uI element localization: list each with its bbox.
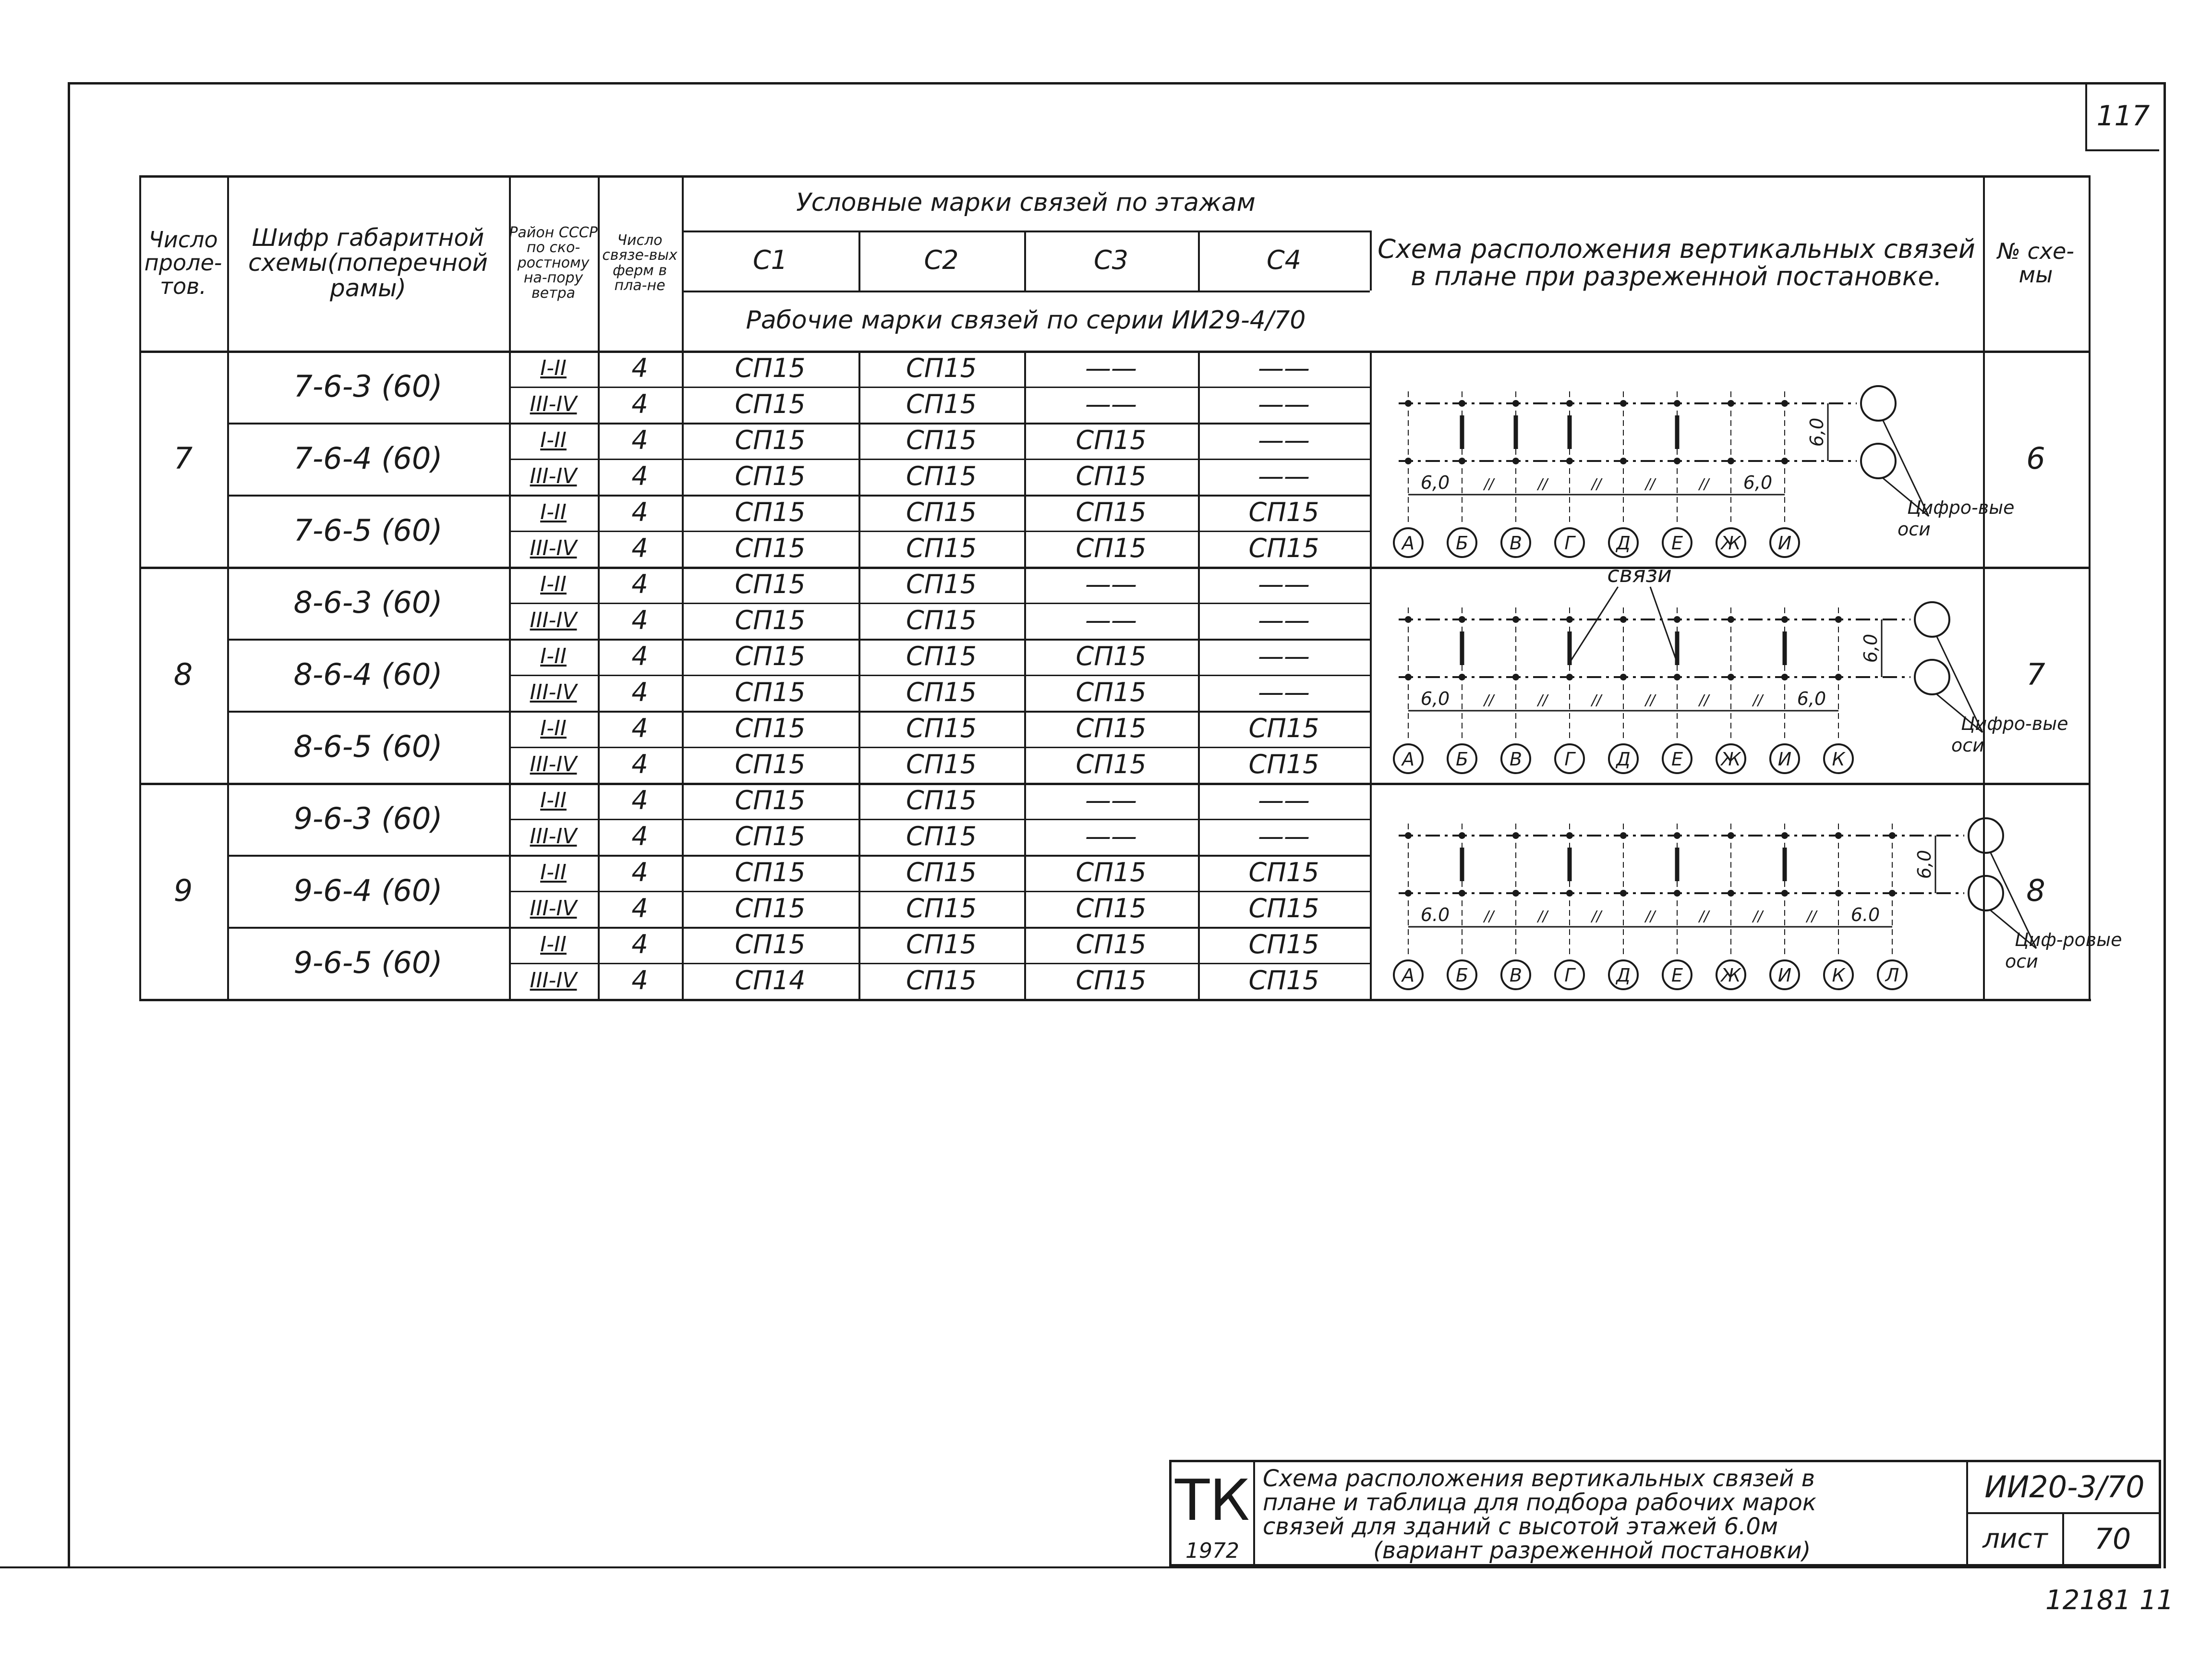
column-node: [1781, 832, 1788, 839]
mark-c1: СП15: [735, 425, 806, 456]
row-axis-bubble: [1915, 602, 1949, 637]
mark-c3: СП15: [1076, 677, 1147, 708]
mark-c3: СП15: [1076, 497, 1147, 528]
truss-count: 4: [631, 965, 648, 996]
mark-c2: СП15: [906, 569, 977, 600]
column-node: [1728, 674, 1734, 680]
column-node: [1620, 400, 1627, 407]
mark-c4: ——: [1258, 821, 1310, 852]
header-c1: С1: [752, 245, 788, 276]
mark-c3: СП15: [1076, 713, 1147, 744]
mark-c1: СП14: [735, 965, 806, 996]
frame-cipher: 9-6-4 (60): [293, 873, 443, 909]
mark-c4: СП15: [1248, 497, 1319, 528]
axis-letter: А: [1402, 749, 1414, 770]
axis-letter: Ж: [1721, 965, 1741, 986]
mark-c2: СП15: [906, 605, 977, 636]
wind-region: I-II: [540, 716, 567, 741]
wind-region: III-IV: [530, 392, 577, 417]
axis-letter: Е: [1671, 749, 1683, 770]
frame-cipher: 8-6-3 (60): [293, 585, 443, 620]
wind-region: I-II: [540, 644, 567, 669]
mark-c3: СП15: [1076, 425, 1147, 456]
column-node: [1405, 458, 1412, 464]
column-node: [1889, 890, 1896, 897]
column-node: [1835, 890, 1842, 897]
mark-c1: СП15: [735, 713, 806, 744]
scheme-number: 7: [2026, 657, 2045, 692]
mark-c2: СП15: [906, 425, 977, 456]
mark-c2: СП15: [906, 677, 977, 708]
mark-c1: СП15: [735, 641, 806, 672]
mark-c4: СП15: [1248, 857, 1319, 888]
axis-letter: Б: [1455, 749, 1469, 770]
mark-c4: СП15: [1248, 893, 1319, 924]
mark-c2: СП15: [906, 893, 977, 924]
header-cipher: Шифр габаритной схемы(поперечной рамы): [248, 223, 488, 302]
column-node: [1566, 458, 1573, 464]
header-conditional-marks: Условные марки связей по этажам: [796, 188, 1256, 218]
bay-dimension: //: [1699, 476, 1709, 493]
axis-letter: Е: [1671, 965, 1683, 986]
column-node: [1405, 400, 1412, 407]
description-line-4: (вариант разреженной постановки): [1373, 1537, 1811, 1564]
mark-c1: СП15: [735, 677, 806, 708]
mark-c2: СП15: [906, 533, 977, 564]
axis-letter: Б: [1455, 533, 1469, 554]
axis-letter: И: [1777, 965, 1792, 986]
column-node: [1512, 832, 1519, 839]
column-node: [1512, 400, 1519, 407]
mark-c1: СП15: [735, 569, 806, 600]
bay-dimension: //: [1484, 476, 1494, 493]
mark-c4: ——: [1258, 641, 1310, 672]
bay-dimension: //: [1806, 908, 1817, 925]
mark-c2: СП15: [906, 641, 977, 672]
mark-c3: СП15: [1076, 857, 1147, 888]
bracing-plan-scheme: [1370, 351, 2015, 567]
axis-letter: К: [1832, 965, 1845, 986]
series-code: ИИ20-3/70: [1984, 1469, 2145, 1505]
spans-count: 9: [173, 873, 193, 909]
mark-c3: СП15: [1076, 533, 1147, 564]
bay-dimension: //: [1537, 476, 1548, 493]
sheet-label: лист: [1982, 1523, 2048, 1554]
axis-letter: К: [1832, 749, 1845, 770]
axis-letter: Е: [1671, 533, 1683, 554]
axis-letter: Л: [1885, 965, 1899, 986]
truss-count: 4: [631, 785, 648, 816]
truss-count: 4: [631, 497, 648, 528]
column-node: [1728, 400, 1734, 407]
mark-c1: СП15: [735, 893, 806, 924]
column-node: [1512, 674, 1519, 680]
mark-c4: ——: [1258, 677, 1310, 708]
bay-dimension: 6.0: [1850, 904, 1880, 925]
mark-c4: ——: [1258, 425, 1310, 456]
mark-c2: СП15: [906, 749, 977, 780]
axis-letter: Г: [1564, 749, 1575, 770]
truss-count: 4: [631, 641, 648, 672]
column-node: [1835, 674, 1842, 680]
axis-note-line-2: оси: [1898, 519, 1931, 540]
description-line-1: Схема расположения вертикальных связей в: [1263, 1465, 1815, 1492]
axis-letter: А: [1402, 533, 1414, 554]
axis-letter: В: [1509, 533, 1523, 554]
mark-c4: СП15: [1248, 965, 1319, 996]
mark-c4: СП15: [1248, 713, 1319, 744]
column-node: [1405, 832, 1412, 839]
frame-cipher: 7-6-5 (60): [293, 513, 443, 548]
mark-c1: СП15: [735, 533, 806, 564]
column-node: [1620, 674, 1627, 680]
header-scheme-no: № схе-мы: [1997, 238, 2074, 288]
column-node: [1566, 832, 1573, 839]
bay-dimension: //: [1645, 476, 1656, 493]
mark-c3: ——: [1085, 785, 1137, 816]
side-dimension: 6,0: [1914, 849, 1935, 879]
truss-count: 4: [631, 353, 648, 384]
description-line-2: плане и таблица для подбора рабочих марок: [1263, 1489, 1816, 1516]
column-node: [1781, 674, 1788, 680]
row-axis-bubble: [1861, 444, 1896, 478]
axis-letter: Б: [1455, 965, 1469, 986]
truss-count: 4: [631, 389, 648, 420]
wind-region: III-IV: [530, 464, 577, 489]
truss-count: 4: [631, 605, 648, 636]
wind-region: III-IV: [530, 824, 577, 849]
column-node: [1459, 400, 1465, 407]
bay-dimension: 6,0: [1797, 688, 1826, 709]
column-node: [1459, 458, 1465, 464]
mark-c2: СП15: [906, 965, 977, 996]
mark-c1: СП15: [735, 821, 806, 852]
row-axis-bubble: [1861, 386, 1896, 421]
mark-c2: СП15: [906, 389, 977, 420]
mark-c1: СП15: [735, 929, 806, 960]
column-node: [1674, 616, 1680, 623]
year: 1972: [1185, 1538, 1239, 1563]
mark-c1: СП15: [735, 605, 806, 636]
header-c4: С4: [1266, 245, 1302, 276]
axis-note-line-2: оси: [1951, 735, 1984, 756]
wind-region: III-IV: [530, 752, 577, 777]
mark-c3: СП15: [1076, 461, 1147, 492]
axis-letter: Ж: [1721, 749, 1741, 770]
column-node: [1566, 616, 1573, 623]
mark-c2: СП15: [906, 929, 977, 960]
column-node: [1728, 890, 1734, 897]
bay-dimension: //: [1699, 908, 1709, 925]
header-count: Число связе-вых ферм в пла-не: [602, 231, 677, 294]
axis-letter: Ж: [1721, 533, 1741, 554]
column-node: [1405, 616, 1412, 623]
header-working-marks: Рабочие марки связей по серии ИИ29-4/70: [746, 306, 1306, 335]
bottom-border: [0, 1566, 2161, 1568]
header-c2: С2: [924, 245, 959, 276]
row-axis-bubble: [1915, 660, 1949, 694]
bay-dimension: //: [1591, 908, 1602, 925]
bay-dimension: //: [1591, 476, 1602, 493]
title-block: [1169, 1460, 2161, 1566]
wind-region: I-II: [540, 500, 567, 525]
mark-c2: СП15: [906, 461, 977, 492]
wind-region: I-II: [540, 788, 567, 813]
bracing-plan-scheme: [1370, 561, 2068, 783]
axis-letter: Д: [1616, 965, 1631, 986]
column-node: [1512, 458, 1519, 464]
sheet-value: 70: [2094, 1522, 2131, 1556]
column-line: [2089, 175, 2091, 999]
column-node: [1620, 616, 1627, 623]
wind-region: I-II: [540, 428, 567, 453]
wind-region: III-IV: [530, 968, 577, 993]
side-dimension: 6,0: [1860, 633, 1881, 663]
column-node: [1620, 458, 1627, 464]
truss-count: 4: [631, 533, 648, 564]
column-node: [1674, 400, 1680, 407]
axis-note-line-1: Цифро-вые: [1907, 497, 2015, 518]
axis-letter: Г: [1564, 965, 1575, 986]
axis-note-line-1: Циф-ровые: [2015, 929, 2122, 950]
links-label: связи: [1607, 561, 1672, 587]
axis-letter: В: [1509, 749, 1523, 770]
mark-c1: СП15: [735, 749, 806, 780]
truss-count: 4: [631, 749, 648, 780]
column-node: [1835, 832, 1842, 839]
truss-count: 4: [631, 821, 648, 852]
scheme-number: 8: [2026, 873, 2045, 909]
bay-dimension: //: [1484, 908, 1494, 925]
mark-c2: СП15: [906, 713, 977, 744]
side-dimension: 6,0: [1806, 417, 1827, 447]
mark-c4: СП15: [1248, 533, 1319, 564]
org-code: ТК: [1175, 1467, 1250, 1534]
mark-c3: ——: [1085, 605, 1137, 636]
corner-note: 12181 11: [2045, 1585, 2174, 1616]
truss-count: 4: [631, 425, 648, 456]
bay-dimension: 6,0: [1420, 688, 1450, 709]
mark-c3: СП15: [1076, 893, 1147, 924]
wind-region: III-IV: [530, 896, 577, 921]
column-node: [1512, 616, 1519, 623]
description-line-3: связей для зданий с высотой этажей 6.0м: [1263, 1513, 1778, 1540]
bracing-plan-scheme: [1370, 783, 2122, 999]
column-node: [1620, 832, 1627, 839]
column-node: [1512, 890, 1519, 897]
column-node: [1674, 458, 1680, 464]
frame-cipher: 8-6-5 (60): [293, 729, 443, 764]
mark-c2: СП15: [906, 497, 977, 528]
wind-region: I-II: [540, 356, 567, 381]
column-node: [1781, 616, 1788, 623]
mark-c1: СП15: [735, 353, 806, 384]
axis-note-line-1: Цифро-вые: [1961, 713, 2068, 734]
frame-cipher: 9-6-5 (60): [293, 945, 443, 981]
mark-c4: ——: [1258, 353, 1310, 384]
axis-letter: И: [1777, 533, 1792, 554]
mark-c4: ——: [1258, 605, 1310, 636]
column-node: [1674, 832, 1680, 839]
truss-count: 4: [631, 857, 648, 888]
axis-letter: И: [1777, 749, 1792, 770]
sheet-number: 117: [2085, 82, 2159, 151]
frame-cipher: 8-6-4 (60): [293, 657, 443, 692]
axis-letter: В: [1509, 965, 1523, 986]
mark-c4: СП15: [1248, 929, 1319, 960]
mark-c2: СП15: [906, 857, 977, 888]
column-node: [1459, 674, 1465, 680]
mark-c1: СП15: [735, 785, 806, 816]
column-node: [1728, 458, 1734, 464]
bay-dimension: 6,0: [1743, 472, 1773, 493]
truss-count: 4: [631, 677, 648, 708]
bay-dimension: //: [1645, 908, 1656, 925]
bay-dimension: //: [1699, 692, 1709, 709]
frame-cipher: 9-6-3 (60): [293, 801, 443, 837]
links-leader: [1650, 587, 1677, 663]
column-node: [1728, 832, 1734, 839]
mark-c3: СП15: [1076, 929, 1147, 960]
column-node: [1781, 458, 1788, 464]
axis-note-line-2: оси: [2005, 951, 2038, 972]
column-node: [1781, 400, 1788, 407]
mark-c3: ——: [1085, 821, 1137, 852]
column-node: [1728, 616, 1734, 623]
truss-count: 4: [631, 569, 648, 600]
truss-count: 4: [631, 461, 648, 492]
mark-c3: ——: [1085, 389, 1137, 420]
bay-dimension: //: [1484, 692, 1494, 709]
column-node: [1835, 616, 1842, 623]
mark-c3: СП15: [1076, 965, 1147, 996]
mark-c4: ——: [1258, 785, 1310, 816]
axis-letter: А: [1402, 965, 1414, 986]
mark-c1: СП15: [735, 461, 806, 492]
axis-letter: Д: [1616, 749, 1631, 770]
wind-region: I-II: [540, 572, 567, 597]
mark-c1: СП15: [735, 389, 806, 420]
mark-c1: СП15: [735, 497, 806, 528]
header-spans: Число проле-тов.: [144, 227, 222, 299]
mark-c4: ——: [1258, 389, 1310, 420]
mark-c4: ——: [1258, 569, 1310, 600]
column-node: [1405, 674, 1412, 680]
column-node: [1566, 400, 1573, 407]
column-node: [1889, 832, 1896, 839]
mark-c4: ——: [1258, 461, 1310, 492]
spans-count: 8: [173, 657, 193, 692]
frame-cipher: 7-6-4 (60): [293, 441, 443, 476]
table-border-bottom: [139, 999, 2091, 1001]
axis-letter: Г: [1564, 533, 1575, 554]
column-node: [1781, 890, 1788, 897]
column-node: [1566, 674, 1573, 680]
frame-cipher: 7-6-3 (60): [293, 369, 443, 404]
bay-dimension: //: [1537, 908, 1548, 925]
mark-c4: СП15: [1248, 749, 1319, 780]
axis-letter: Д: [1616, 533, 1631, 554]
bay-dimension: //: [1591, 692, 1602, 709]
mark-c3: СП15: [1076, 641, 1147, 672]
mark-c2: СП15: [906, 353, 977, 384]
wind-region: III-IV: [530, 536, 577, 561]
header-scheme: Схема расположения вертикальных связей в плане при разреженной постановке.: [1378, 233, 1975, 291]
truss-count: 4: [631, 713, 648, 744]
column-node: [1566, 890, 1573, 897]
column-node: [1405, 890, 1412, 897]
mark-c3: ——: [1085, 569, 1137, 600]
mark-c1: СП15: [735, 857, 806, 888]
wind-region: III-IV: [530, 608, 577, 633]
column-node: [1459, 890, 1465, 897]
mark-c3: СП15: [1076, 749, 1147, 780]
column-node: [1459, 832, 1465, 839]
column-node: [1620, 890, 1627, 897]
bay-dimension: //: [1645, 692, 1656, 709]
header-region: Район СССР по ско-ростному на-пору ветра: [509, 224, 598, 302]
wind-region: III-IV: [530, 680, 577, 705]
mark-c3: ——: [1085, 353, 1137, 384]
bay-dimension: //: [1753, 692, 1763, 709]
mark-c2: СП15: [906, 821, 977, 852]
mark-c2: СП15: [906, 785, 977, 816]
bay-dimension: //: [1537, 692, 1548, 709]
bay-dimension: 6.0: [1420, 904, 1450, 925]
wind-region: I-II: [540, 932, 567, 957]
links-leader: [1570, 587, 1618, 663]
column-node: [1674, 674, 1680, 680]
truss-count: 4: [631, 929, 648, 960]
truss-count: 4: [631, 893, 648, 924]
wind-region: I-II: [540, 860, 567, 885]
bay-dimension: //: [1753, 908, 1763, 925]
spans-count: 7: [173, 441, 193, 476]
header-c3: С3: [1093, 245, 1129, 276]
scheme-number: 6: [2026, 441, 2045, 476]
column-node: [1459, 616, 1465, 623]
column-node: [1674, 890, 1680, 897]
bay-dimension: 6,0: [1420, 472, 1450, 493]
